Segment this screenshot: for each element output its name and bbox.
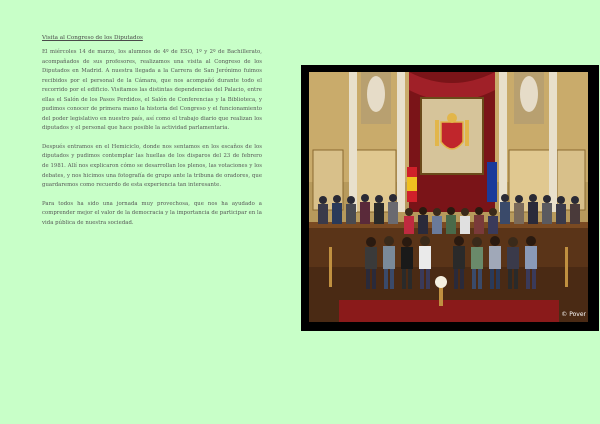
- article-paragraph-3: Para todos ha sido una jornada muy provechosa, que nos ha ayudado a comprender mejor el valor de la democracia y la importancia de participar en la vida pública de nuestra sociedad.: [42, 200, 262, 226]
- photo-frame: [301, 65, 599, 331]
- article-title: Visita al Congreso de los Diputados: [42, 35, 143, 41]
- article-paragraph-1: El miércoles 14 de marzo, los alumnos de 4º de ESO, 1º y 2º de Bachillerato, acompañados de sus profesores, realizamos una visita al Congreso de los Diputados en Madrid. A nuestra llegada a la Carrera de San Jerónimo fuimos recibidos por el personal de la Cámara, que nos acompañó durante todo el recorrido por el edificio. Visitamos las distintas dependencias del Palacio, entre ellas el Salón de los Pasos Perdidos, el Salón de Conferencias y la Biblioteca, y pudimos conocer de primera mano la historia del Congreso y el funcionamiento del poder legislativo en nuestro país, así como el trabajo diario que realizan los diputados y el personal que hace posible la actividad parlamentaria.: [42, 49, 262, 132]
- article-paragraph-2: Después entramos en el Hemiciclo, donde nos sentamos en los escaños de los diputados y pudimos contemplar las huellas de los disparos del 23 de febrero de 1981. Allí nos explicaron cómo se desarrollan los plenos, las votaciones y los debates, y nos hicimos una fotografía de grupo ante la tribuna de oradores, que guardaremos como recuerdo de esta experiencia tan interesante.: [42, 143, 262, 189]
- article-text: [42, 34, 262, 237]
- group-photo-image: [309, 72, 588, 322]
- photo-credit: © Pover: [561, 311, 586, 318]
- group-photo: [309, 72, 588, 322]
